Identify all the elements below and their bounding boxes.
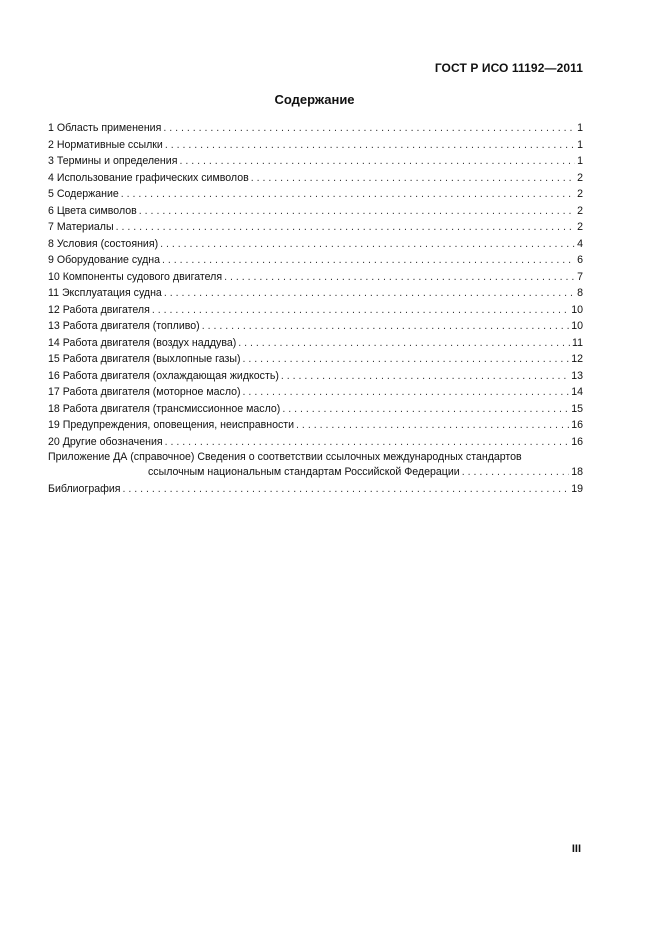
appendix-title-line1: Приложение ДА (справочное) Сведения о соответствии ссылочных международных стандартов	[48, 451, 522, 463]
toc-entry-appendix[interactable]	[48, 450, 583, 481]
toc-entry-page: 12	[571, 353, 583, 365]
toc-entry-page: 2	[577, 188, 583, 200]
toc-entry[interactable]	[48, 285, 583, 302]
toc-entry-page: 2	[577, 171, 583, 184]
toc-entry-label: 4 Использование графических символов	[48, 171, 249, 184]
toc-entry-page: 2	[577, 221, 583, 233]
toc-entry-page: 8	[577, 287, 583, 299]
toc-entry[interactable]	[48, 368, 583, 385]
toc-entry-page: 6	[577, 254, 583, 266]
toc-entry-label: 5 Содержание	[48, 188, 119, 200]
dot-leader	[165, 434, 570, 451]
toc-entry-label: 8 Условия (состояния)	[48, 237, 159, 250]
toc-entry-page: 1	[577, 122, 583, 134]
toc-entry-label: 6 Цвета символов	[48, 204, 137, 217]
dot-leader	[162, 252, 575, 269]
toc-entry[interactable]	[48, 203, 583, 220]
toc-entry-label: 9 Оборудование судна	[48, 254, 160, 266]
toc-entry-page: 11	[572, 336, 583, 349]
toc-entry[interactable]	[48, 384, 583, 401]
dot-leader	[238, 335, 570, 352]
toc-entry[interactable]	[48, 252, 583, 269]
dot-leader	[163, 120, 575, 137]
toc-entry-page: 4	[577, 237, 583, 250]
toc-entry[interactable]	[48, 417, 583, 434]
toc-entry-page: 10	[571, 303, 583, 316]
toc-entry[interactable]	[48, 302, 583, 319]
toc-entry-page: 13	[571, 369, 583, 382]
toc-entry-label: 11 Эксплуатация судна	[48, 287, 162, 299]
page-number: III	[571, 843, 581, 855]
toc-entry[interactable]	[48, 219, 583, 236]
toc-entry-label: 14 Работа двигателя (воздух наддува)	[48, 336, 237, 349]
toc-entry-label: 3 Термины и определения	[48, 155, 178, 167]
dot-leader	[202, 318, 570, 335]
toc-entry[interactable]	[48, 120, 583, 137]
dot-leader	[282, 401, 569, 418]
toc-entry-page: 1	[577, 138, 583, 151]
toc-entry[interactable]	[48, 318, 583, 335]
toc-entry-page: 16	[571, 435, 583, 448]
document-code: ГОСТ Р ИСО 11192—2011	[434, 61, 583, 75]
dot-leader	[224, 269, 575, 286]
toc-entry-page: 10	[571, 320, 583, 332]
dot-leader	[121, 186, 575, 203]
dot-leader	[139, 203, 575, 220]
toc-entry-label: 15 Работа двигателя (выхлопные газы)	[48, 353, 241, 365]
toc-entry[interactable]	[48, 401, 583, 418]
toc-entry[interactable]	[48, 236, 583, 253]
dot-leader	[462, 465, 570, 480]
toc-entry-label: 2 Нормативные ссылки	[48, 138, 163, 151]
toc-entry[interactable]	[48, 186, 583, 203]
dot-leader	[116, 219, 576, 236]
dot-leader	[165, 137, 575, 154]
toc-entry-page: 15	[571, 402, 583, 415]
toc-entry-label: 13 Работа двигателя (топливо)	[48, 320, 200, 332]
appendix-title-line2-row	[48, 465, 583, 481]
toc-entry[interactable]	[48, 351, 583, 368]
toc-entry-label: 17 Работа двигателя (моторное масло)	[48, 386, 241, 398]
toc-entry-label: 18 Работа двигателя (трансмиссионное масло)	[48, 402, 281, 415]
toc-entry[interactable]	[48, 170, 583, 187]
toc-title: Содержание	[274, 92, 355, 107]
toc-entry[interactable]	[48, 137, 583, 154]
dot-leader	[122, 481, 569, 498]
toc-entry-label: 7 Материалы	[48, 221, 114, 233]
toc-entry[interactable]	[48, 269, 583, 286]
toc-entry-label: 19 Предупреждения, оповещения, неисправности	[48, 419, 295, 431]
bibliography-page: 19	[571, 483, 583, 495]
toc-entry-bibliography[interactable]	[48, 481, 583, 498]
table-of-contents	[48, 120, 583, 498]
dot-leader	[160, 236, 575, 253]
dot-leader	[243, 384, 570, 401]
toc-entry[interactable]	[48, 153, 583, 170]
toc-entry-page: 16	[571, 419, 583, 431]
dot-leader	[281, 368, 569, 385]
toc-entry-page: 14	[571, 386, 583, 398]
dot-leader	[251, 170, 575, 187]
appendix-title-line2: ссылочным национальным стандартам Российской Федерации	[148, 466, 460, 478]
toc-entry[interactable]	[48, 434, 583, 451]
toc-entry-label: 12 Работа двигателя	[48, 303, 150, 316]
appendix-page: 18	[571, 466, 583, 478]
dot-leader	[242, 351, 569, 368]
toc-entry-label: 20 Другие обозначения	[48, 435, 163, 448]
dot-leader	[296, 417, 569, 434]
toc-entry-page: 7	[577, 270, 583, 283]
toc-entry-page: 1	[577, 155, 583, 167]
toc-entry-label: 10 Компоненты судового двигателя	[48, 270, 223, 283]
dot-leader	[179, 153, 575, 170]
toc-entry-label: 1 Область применения	[48, 122, 162, 134]
toc-entry-label: 16 Работа двигателя (охлаждающая жидкость)	[48, 369, 279, 382]
toc-entry[interactable]	[48, 335, 583, 352]
toc-entry-page: 2	[577, 204, 583, 217]
dot-leader	[164, 285, 575, 302]
dot-leader	[152, 302, 569, 319]
bibliography-label: Библиография	[48, 483, 121, 495]
